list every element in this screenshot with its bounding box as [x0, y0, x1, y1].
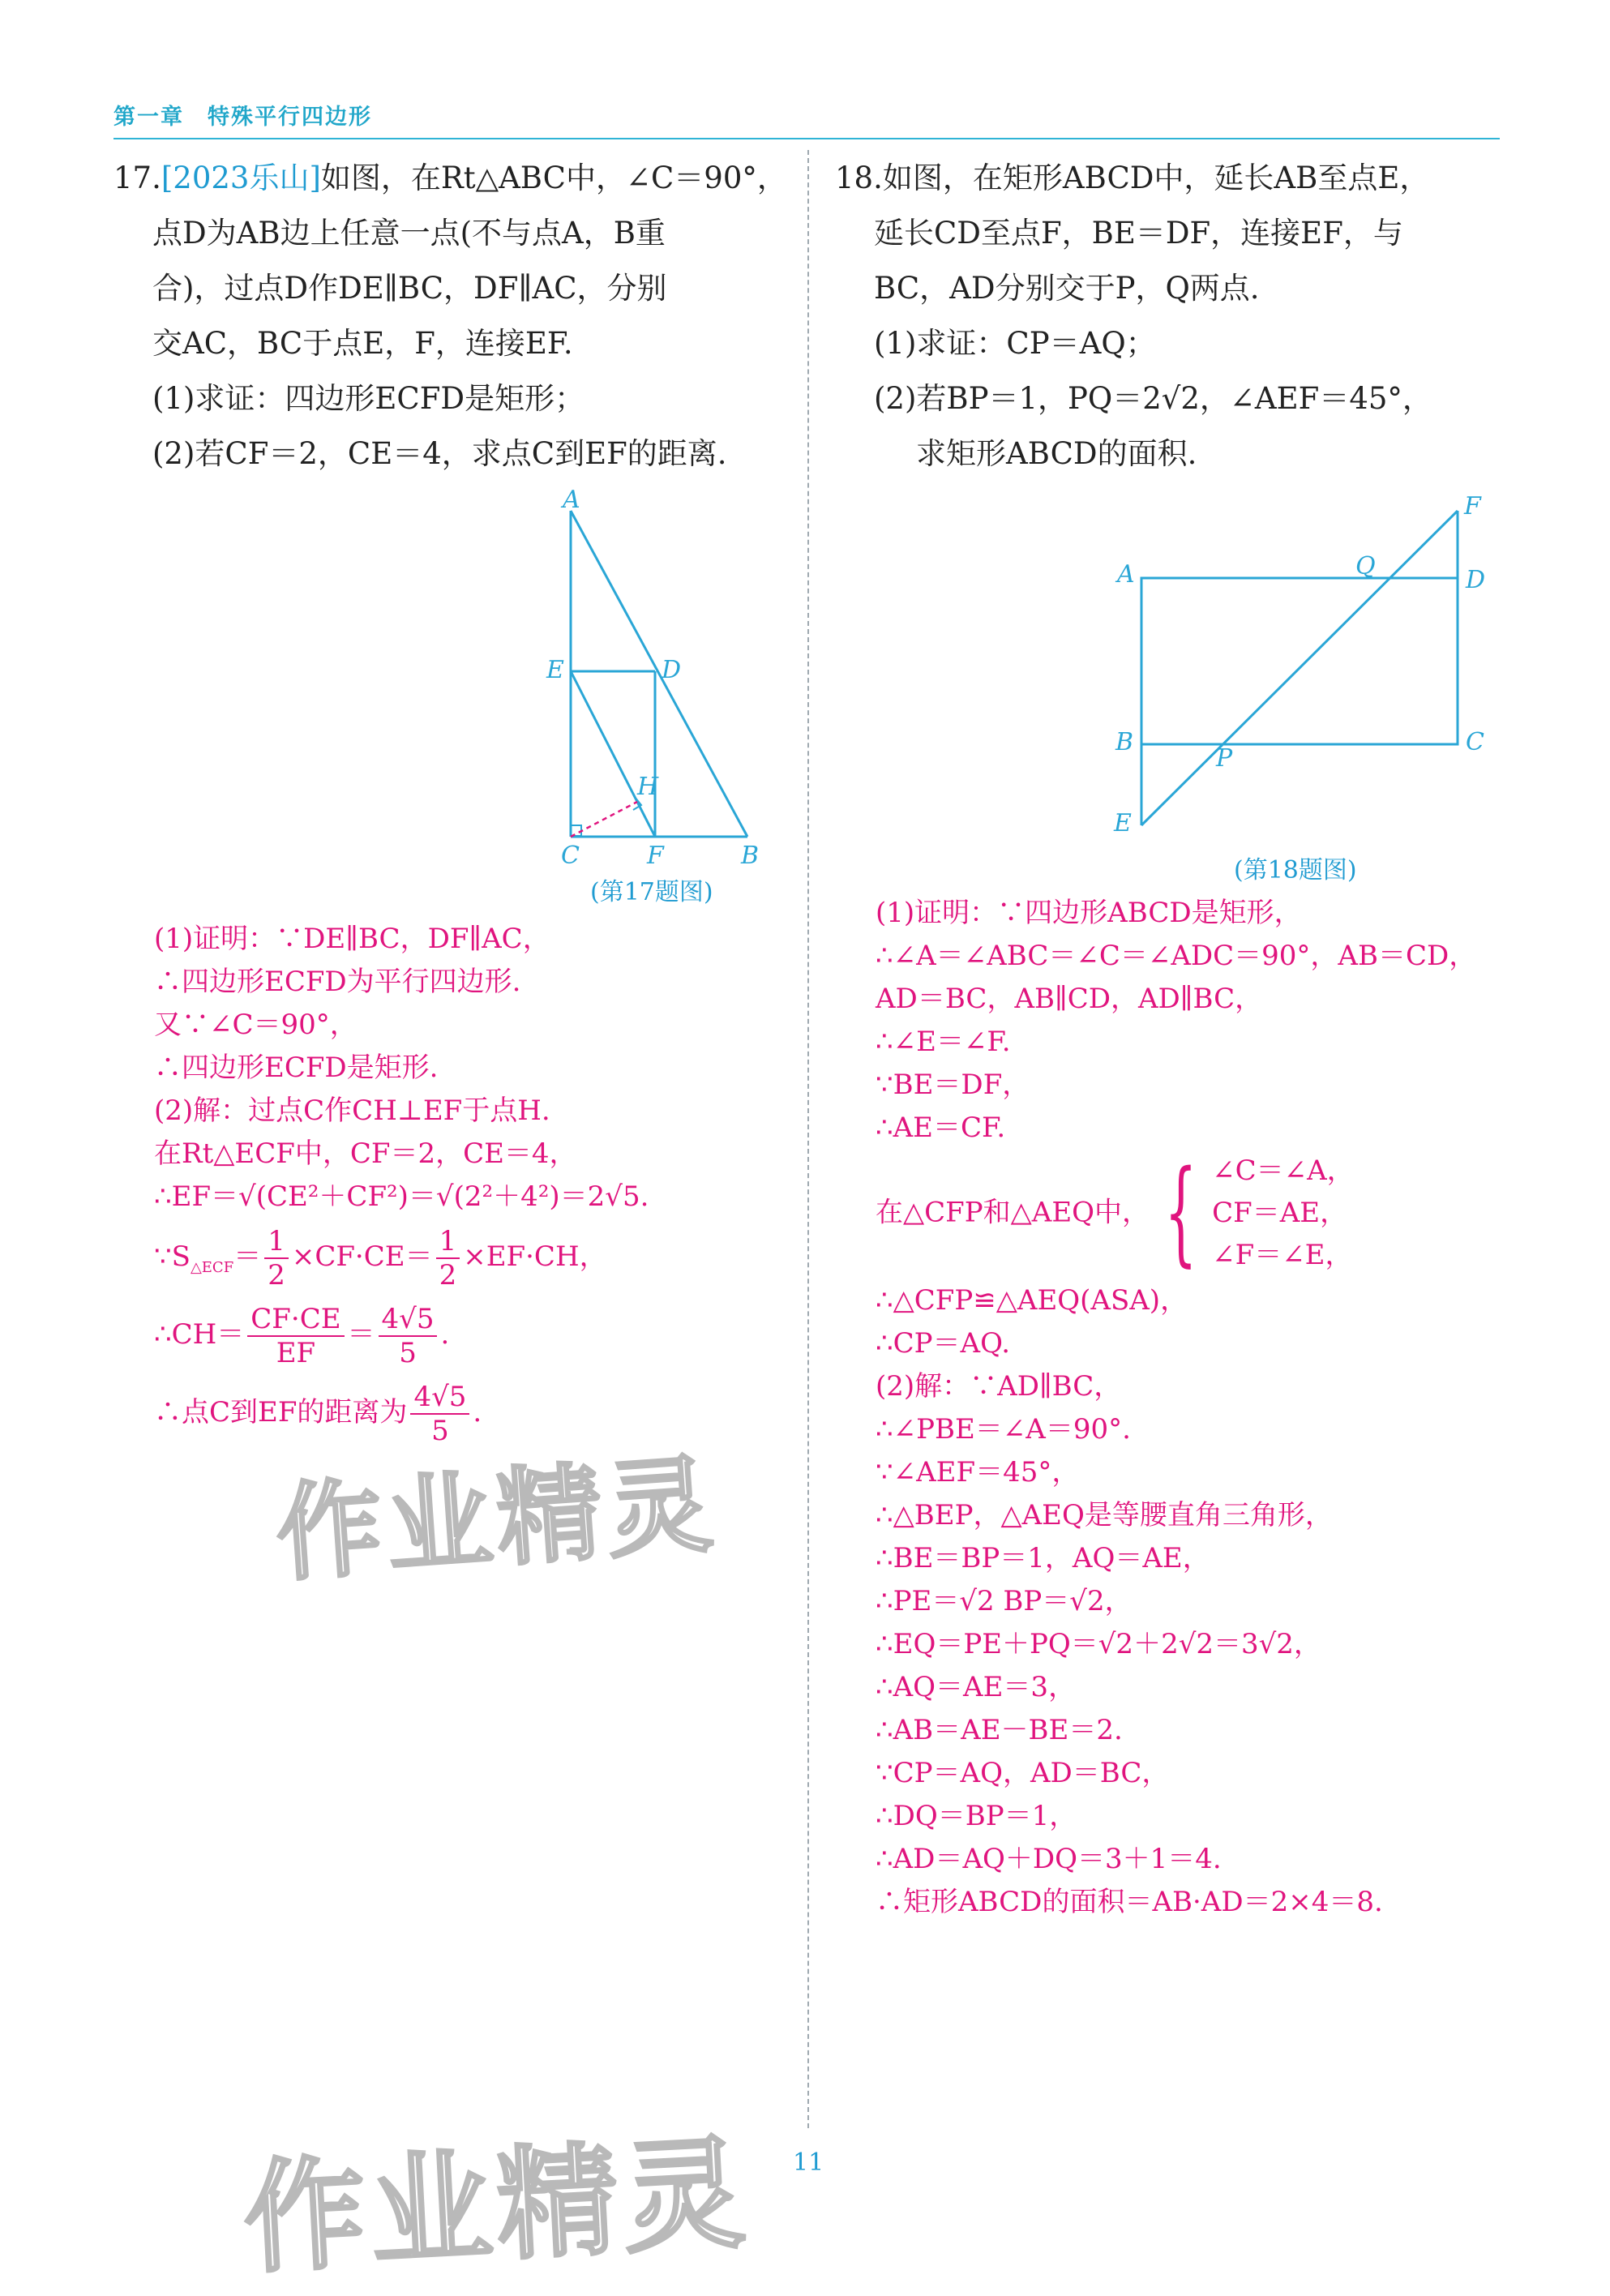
solution-17-ch-line: ∴CH＝ $\frac{CF\cdot CE}{EF}$ ＝ $\frac{4√5}{5}$ . [154, 1303, 450, 1369]
question-17-source: [2023乐山] [161, 161, 321, 195]
solution-18-line: ∴CP＝AQ. [876, 1327, 1011, 1360]
question-18-number: 18. [835, 161, 883, 195]
question-17-line-1 [113, 151, 786, 206]
solution-18-line: ∴AB＝AE－BE＝2. [876, 1714, 1123, 1746]
label-a: A [1117, 560, 1135, 589]
label-a: A [563, 486, 580, 514]
label-d: D [1466, 566, 1486, 594]
watermark: 作业精灵 [240, 2123, 753, 2291]
label-e: E [1114, 809, 1132, 837]
figure-18 [1103, 486, 1508, 843]
figure-17-caption: (第17题图) [590, 878, 713, 906]
label-q: Q [1355, 552, 1376, 580]
question-18-part-2-cont: 求矩形ABCD的面积. [916, 436, 1197, 471]
question-17-part-1: (1)求证：四边形ECFD是矩形； [152, 381, 585, 416]
solution-18-line: ∴EQ＝PE＋PQ＝√2＋2√2＝3√2， [876, 1628, 1321, 1660]
fraction-cfce-ef: $\frac{CF\cdot CE}{EF}$ [247, 1303, 344, 1369]
fraction-4root5-5: $\frac{4√5}{5}$ [379, 1303, 438, 1369]
solution-18-line: ∴∠PBE＝∠A＝90°. [876, 1413, 1131, 1446]
segment-ef [1141, 511, 1458, 825]
column-divider [807, 150, 809, 2128]
solution-18-line: ∴△BEP，△AEQ是等腰直角三角形， [876, 1499, 1333, 1531]
question-18 [835, 151, 1508, 482]
solution-18-line: ∴∠E＝∠F. [876, 1026, 1011, 1058]
system-row: ∠C＝∠A， [1212, 1154, 1355, 1187]
label-b: B [741, 842, 760, 870]
label-h: H [637, 773, 659, 801]
solution-17-line: ∴四边形ECFD是矩形. [154, 1052, 439, 1084]
solution-18-line: (2)解：∵AD∥BC， [876, 1370, 1122, 1403]
system-row: ∠F＝∠E， [1212, 1239, 1353, 1271]
rectangle-abcd [1141, 578, 1458, 744]
solution-18-system: 在△CFP和△AEQ中， { ∠C＝∠A， CF＝AE， ∠F＝∠E， [876, 1146, 1355, 1279]
solution-17-line: 在Rt△ECF中，CF＝2，CE＝4， [154, 1137, 577, 1170]
question-18-text: 如图，在矩形ABCD中，延长AB至点E， [882, 161, 1430, 195]
solution-18-line: ∴∠A＝∠ABC＝∠C＝∠ADC＝90°，AB＝CD， [876, 940, 1477, 972]
solution-17-line: ∴四边形ECFD为平行四边形. [154, 966, 521, 998]
solution-18-line: ∴AD＝AQ＋DQ＝3＋1＝4. [876, 1843, 1222, 1875]
figure-18-caption: (第18题图) [1234, 856, 1357, 885]
segment-ch [571, 802, 637, 837]
label-d: D [662, 656, 682, 684]
fraction-half: $\frac{1}{2}$ [264, 1225, 289, 1292]
solution-18-line: (1)证明：∵四边形ABCD是矩形， [876, 897, 1302, 929]
fraction-4root5-5: $\frac{4√5}{5}$ [410, 1381, 469, 1447]
solution-18-line: ∴AE＝CF. [876, 1112, 1006, 1144]
chapter-title: 第一章 特殊平行四边形 [113, 105, 372, 130]
label-f: F [1464, 492, 1481, 520]
question-17-number: 17. [113, 161, 161, 195]
fraction-half: $\frac{1}{2}$ [436, 1225, 460, 1292]
figure-17 [519, 486, 778, 876]
chapter-header [113, 96, 1500, 139]
solution-18-line: ∵∠AEF＝45°， [876, 1456, 1080, 1489]
question-17-line-2: 点D为AB边上任意一点(不与点A，B重 [152, 216, 666, 251]
question-17-line-3: 合)，过点D作DE∥BC，DF∥AC，分别 [152, 271, 667, 306]
solution-17-final-line: ∴点C到EF的距离为 $\frac{4√5}{5}$ . [154, 1381, 482, 1447]
solution-18-line: ∴△CFP≌△AEQ(ASA)， [876, 1284, 1188, 1317]
solution-18 [876, 892, 1524, 1924]
label-b: B [1115, 728, 1134, 756]
question-18-line-2: 延长CD至点F，BE＝DF，连接EF，与 [874, 216, 1403, 251]
solution-17-line: (2)解：过点C作CH⊥EF于点H. [154, 1094, 550, 1127]
label-e: E [546, 656, 564, 684]
watermark: 作业精灵 [272, 1442, 722, 1596]
question-17-text: 如图，在Rt△ABC中，∠C＝90°， [320, 161, 787, 195]
solution-18-line: ∴DQ＝BP＝1， [876, 1800, 1077, 1832]
segment-ef [571, 671, 655, 837]
question-18-part-2: (2)若BP＝1，PQ＝2√2，∠AEF＝45°， [874, 381, 1432, 416]
question-18-part-1: (1)求证：CP＝AQ； [874, 326, 1156, 361]
question-18-line-1 [835, 151, 1508, 206]
solution-17-line: (1)证明：∵DE∥BC，DF∥AC， [154, 923, 550, 955]
solution-18-line: ∴AQ＝AE＝3， [876, 1671, 1077, 1703]
solution-17 [154, 918, 786, 1447]
question-17-line-4: 交AC，BC于点E，F，连接EF. [152, 326, 573, 361]
question-17 [113, 151, 786, 482]
solution-17-line: 又∵∠C＝90°， [154, 1009, 358, 1041]
solution-18-line: AD＝BC，AB∥CD，AD∥BC， [876, 983, 1263, 1015]
label-c: C [1466, 728, 1484, 756]
system-row: CF＝AE， [1212, 1197, 1348, 1229]
label-p: P [1216, 744, 1233, 773]
solution-17-line: ∴EF＝√(CE²＋CF²)＝√(2²＋4²)＝2√5. [154, 1180, 649, 1213]
label-c: C [561, 842, 580, 870]
right-angle-c [571, 825, 581, 836]
question-18-line-3: BC，AD分别交于P，Q两点. [874, 271, 1260, 306]
solution-18-line: ∵BE＝DF， [876, 1069, 1030, 1101]
segment-ab [571, 511, 747, 837]
question-17-part-2: (2)若CF＝2，CE＝4，求点C到EF的距离. [152, 436, 727, 471]
solution-18-line: ∴BE＝BP＝1，AQ＝AE， [876, 1542, 1210, 1574]
label-f: F [647, 842, 664, 870]
solution-18-line: ∴PE＝√2 BP＝√2， [876, 1585, 1133, 1617]
solution-18-line: ∵CP＝AQ，AD＝BC， [876, 1757, 1170, 1789]
solution-17-area-line: $\because S_{\triangle ECF}=$ $\frac{1}{2}$ ×CF·CE＝ $\frac{1}{2}$ ×EF·CH， [154, 1225, 607, 1292]
solution-18-line: ∴矩形ABCD的面积＝AB·AD＝2×4＝8. [876, 1886, 1383, 1918]
page-number: 11 [793, 2148, 824, 2177]
